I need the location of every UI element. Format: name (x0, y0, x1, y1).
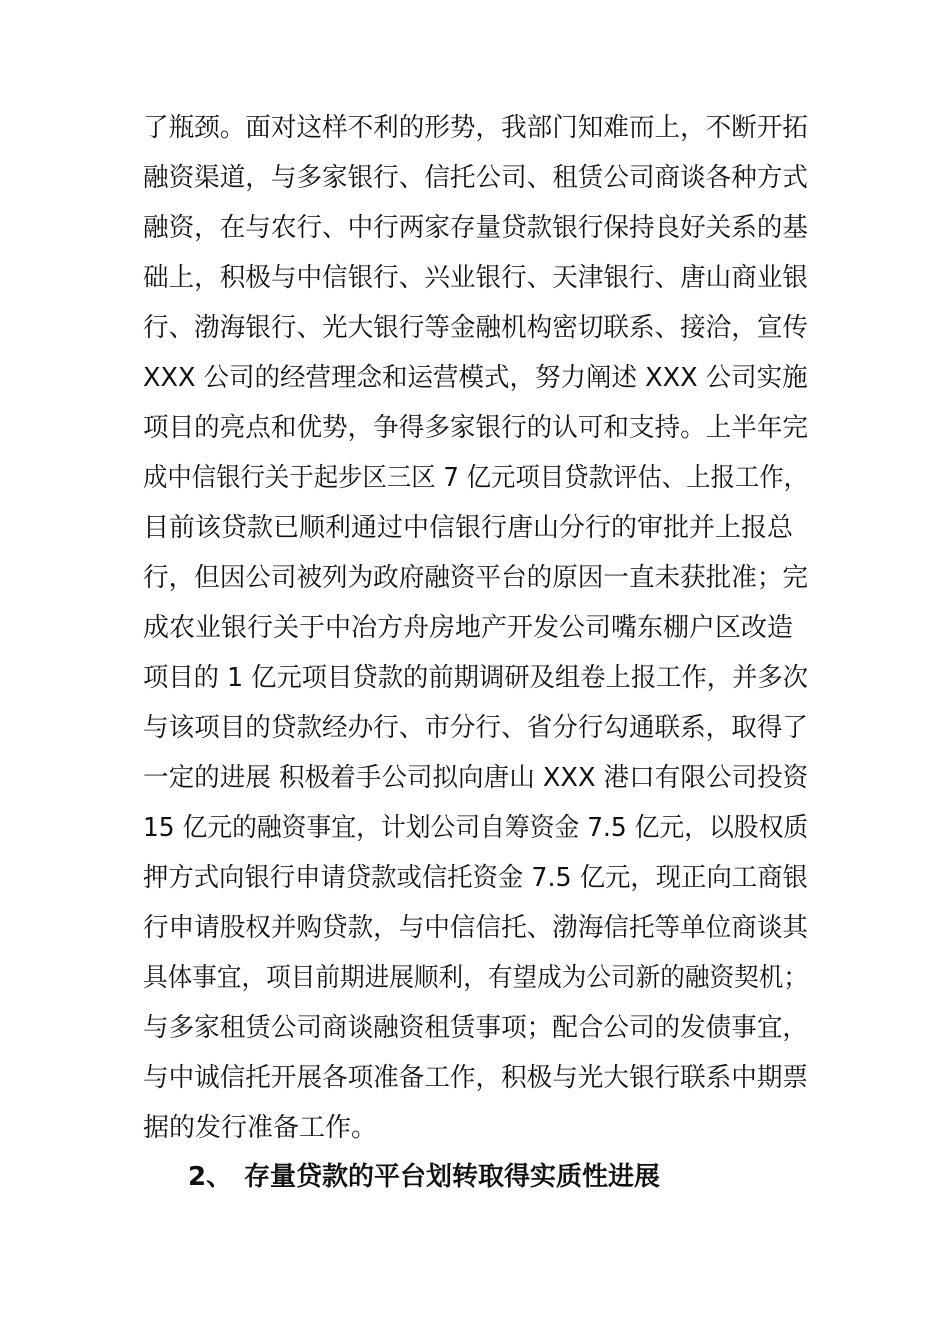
paragraph-line: XXX 公司的经营理念和运营模式，努力阐述 XXX 公司实施 (143, 363, 808, 393)
paragraph-line: 项目的亮点和优势，争得多家银行的认可和支持。上半年完 (143, 413, 808, 443)
paragraph-line: 行，但因公司被列为政府融资平台的原因一直未获批准；完 (143, 563, 808, 593)
paragraph-line: 15 亿元的融资事宜，计划公司自筹资金 7.5 亿元，以股权质 (143, 813, 809, 843)
paragraph-line: 融资，在与农行、中行两家存量贷款银行保持良好关系的基 (143, 213, 808, 243)
section-number: 2、 (188, 1162, 233, 1192)
paragraph-line: 与该项目的贷款经办行、市分行、省分行勾通联系，取得了 (143, 713, 808, 743)
paragraph-line: 成农业银行关于中冶方舟房地产开发公司嘴东棚户区改造 (143, 613, 794, 643)
section-heading (188, 1160, 660, 1194)
paragraph-line: 目前该贷款已顺利通过中信银行唐山分行的审批并上报总 (143, 513, 794, 543)
paragraph-line: 与多家租赁公司商谈融资租赁事项；配合公司的发债事宜， (143, 1013, 808, 1043)
paragraph-line: 成中信银行关于起步区三区 7 亿元项目贷款评估、上报工作， (143, 463, 809, 493)
paragraph-line: 一定的进展 积极着手公司拟向唐山 XXX 港口有限公司投资 (143, 763, 809, 793)
paragraph-line: 押方式向银行申请贷款或信托资金 7.5 亿元，现正向工商银 (143, 863, 808, 893)
paragraph-line: 项目的 1 亿元项目贷款的前期调研及组卷上报工作，并多次 (143, 663, 809, 693)
paragraph-line: 与中诚信托开展各项准备工作，积极与光大银行联系中期票 (143, 1063, 808, 1093)
paragraph-line: 融资渠道，与多家银行、信托公司、租赁公司商谈各种方式 (143, 163, 808, 193)
paragraph-line: 具体事宜，项目前期进展顺利，有望成为公司新的融资契机； (143, 963, 809, 993)
paragraph-line: 础上，积极与中信银行、兴业银行、天津银行、唐山商业银 (143, 263, 808, 293)
section-title: 存量贷款的平台划转取得实质性进展 (244, 1162, 661, 1192)
paragraph-line: 据的发行准备工作。 (143, 1113, 378, 1143)
paragraph-line: 行申请股权并购贷款，与中信信托、渤海信托等单位商谈其 (143, 913, 808, 943)
paragraph-line: 行、渤海银行、光大银行等金融机构密切联系、接洽，宣传 (143, 313, 808, 343)
paragraph-line: 了瓶颈。面对这样不利的形势，我部门知难而上，不断开拓 (143, 113, 808, 143)
